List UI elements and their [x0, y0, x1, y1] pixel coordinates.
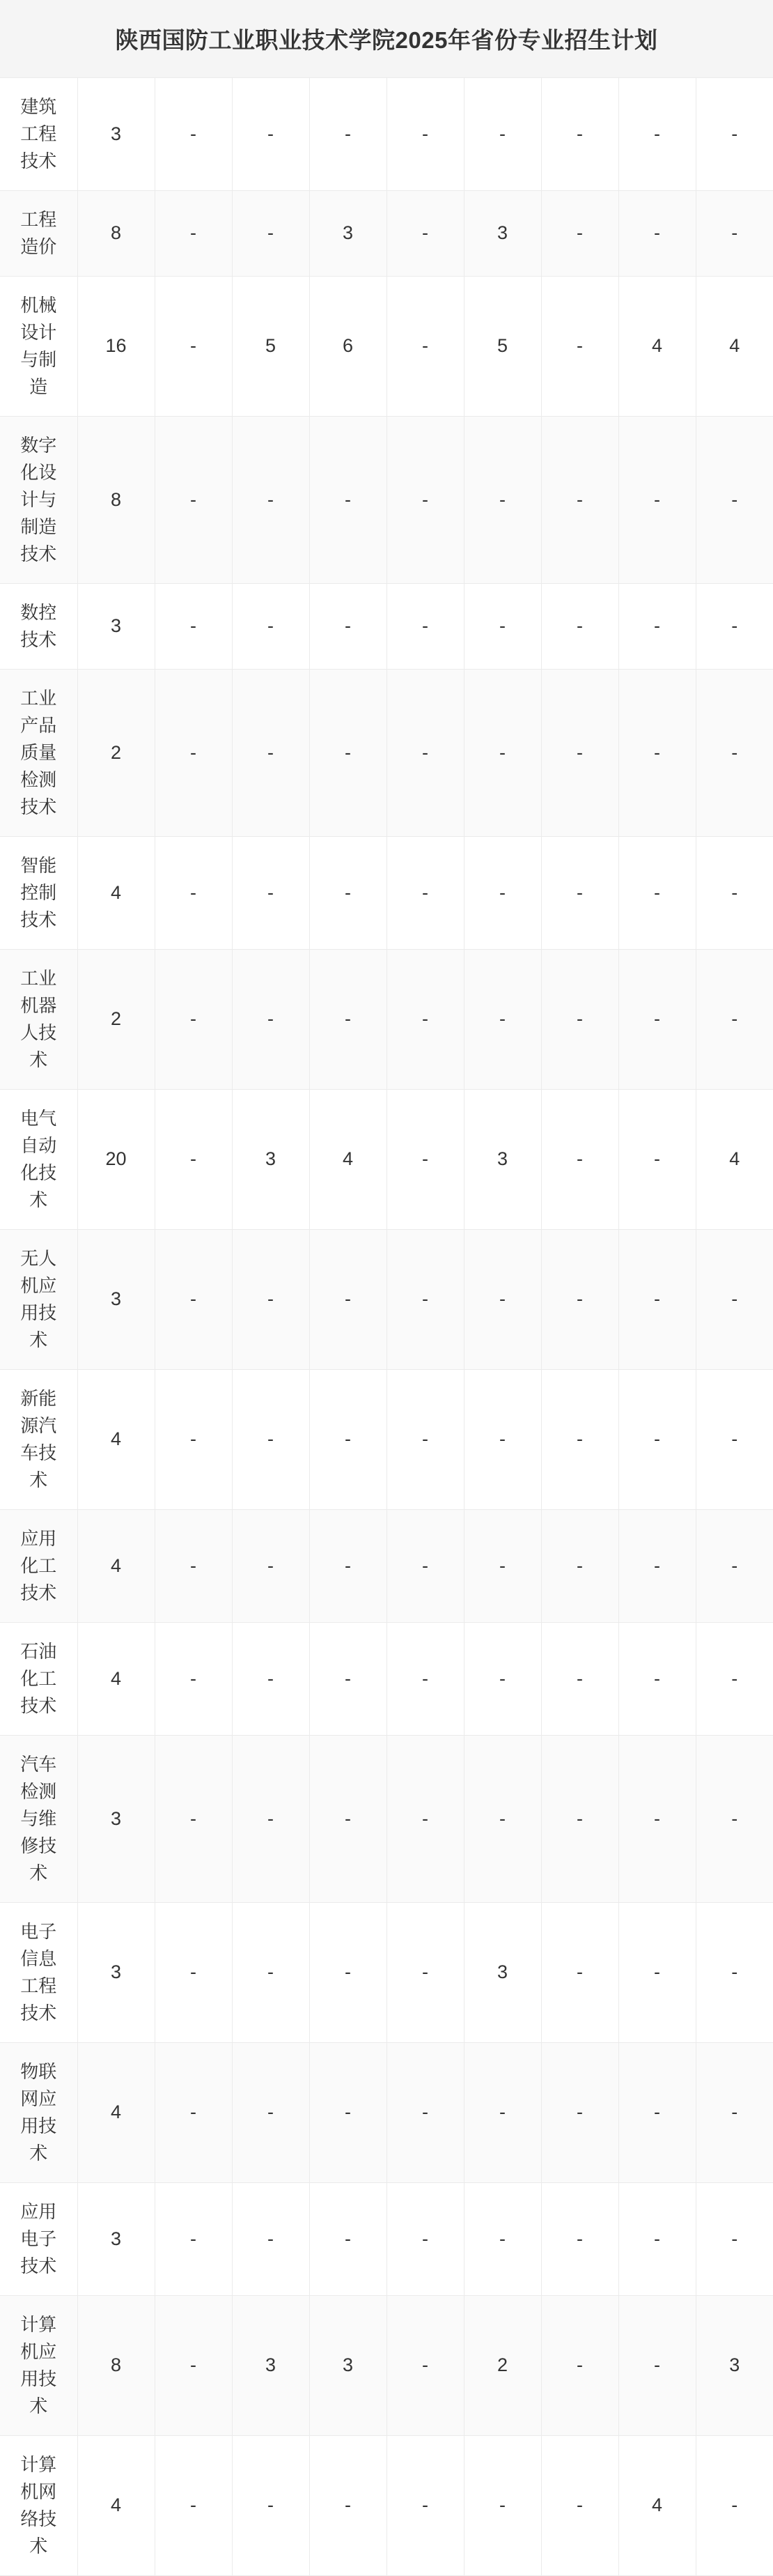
plan-count-cell: -	[309, 950, 386, 1090]
plan-count-cell: -	[696, 1623, 773, 1736]
plan-count-cell: 3	[77, 1903, 155, 2043]
table-row	[0, 191, 773, 277]
plan-count-cell: -	[232, 191, 309, 277]
plan-count-cell: -	[618, 78, 696, 191]
plan-count-cell: 3	[464, 1090, 541, 1230]
plan-count-cell: -	[309, 670, 386, 837]
plan-count-cell: -	[464, 1623, 541, 1736]
plan-count-cell: -	[232, 950, 309, 1090]
major-name-cell: 计算机应用技术	[0, 2296, 77, 2436]
plan-count-cell: -	[696, 837, 773, 950]
table-row	[0, 1090, 773, 1230]
major-name-cell: 智能控制技术	[0, 837, 77, 950]
plan-count-cell: -	[386, 2183, 464, 2296]
plan-count-cell: 2	[77, 670, 155, 837]
plan-count-cell: -	[541, 191, 618, 277]
table-row	[0, 277, 773, 417]
plan-count-cell: -	[386, 1090, 464, 1230]
plan-count-cell: -	[232, 1623, 309, 1736]
plan-count-cell: -	[696, 2183, 773, 2296]
major-name-cell: 物联网应用技术	[0, 2043, 77, 2183]
plan-count-cell: -	[618, 670, 696, 837]
plan-count-cell: 2	[464, 2296, 541, 2436]
plan-count-cell: 4	[618, 277, 696, 417]
plan-count-cell: -	[155, 78, 232, 191]
plan-count-cell: -	[464, 1230, 541, 1370]
plan-count-cell: -	[232, 584, 309, 670]
plan-count-cell: -	[618, 837, 696, 950]
plan-count-cell: -	[309, 2183, 386, 2296]
plan-count-cell: 4	[77, 1370, 155, 1510]
plan-count-cell: 8	[77, 191, 155, 277]
plan-count-cell: 4	[77, 837, 155, 950]
plan-count-cell: -	[232, 2436, 309, 2576]
plan-count-cell: 16	[77, 277, 155, 417]
plan-count-cell: 3	[464, 191, 541, 277]
plan-count-cell: -	[232, 837, 309, 950]
plan-count-cell: -	[696, 950, 773, 1090]
plan-count-cell: -	[386, 1736, 464, 1903]
plan-count-cell: -	[618, 1903, 696, 2043]
plan-count-cell: 8	[77, 417, 155, 584]
plan-count-cell: -	[541, 950, 618, 1090]
major-name-cell: 机械设计与制造	[0, 277, 77, 417]
major-name-cell: 无人机应用技术	[0, 1230, 77, 1370]
table-row	[0, 584, 773, 670]
plan-count-cell: -	[541, 2296, 618, 2436]
plan-count-cell: -	[232, 1230, 309, 1370]
plan-count-cell: 3	[77, 1230, 155, 1370]
table-row	[0, 1230, 773, 1370]
plan-count-cell: -	[309, 417, 386, 584]
plan-count-cell: 2	[77, 950, 155, 1090]
plan-count-cell: -	[541, 2436, 618, 2576]
plan-count-cell: -	[386, 1230, 464, 1370]
plan-count-cell: -	[618, 1370, 696, 1510]
plan-count-cell: -	[309, 1903, 386, 2043]
plan-count-cell: 3	[77, 1736, 155, 1903]
plan-count-cell: -	[386, 1370, 464, 1510]
plan-count-cell: -	[155, 584, 232, 670]
plan-count-cell: -	[541, 1623, 618, 1736]
plan-count-cell: -	[386, 191, 464, 277]
plan-count-cell: -	[696, 78, 773, 191]
table-row	[0, 837, 773, 950]
plan-count-cell: -	[618, 191, 696, 277]
plan-count-cell: -	[386, 950, 464, 1090]
plan-count-cell: -	[386, 837, 464, 950]
plan-count-cell: -	[464, 950, 541, 1090]
table-row	[0, 1736, 773, 1903]
plan-count-cell: -	[155, 1510, 232, 1623]
plan-count-cell: -	[464, 584, 541, 670]
table-row	[0, 950, 773, 1090]
major-name-cell: 应用化工技术	[0, 1510, 77, 1623]
plan-count-cell: -	[541, 1230, 618, 1370]
plan-count-cell: -	[155, 1230, 232, 1370]
plan-count-cell: 5	[464, 277, 541, 417]
plan-count-cell: 4	[618, 2436, 696, 2576]
plan-count-cell: -	[155, 1736, 232, 1903]
plan-count-cell: -	[155, 670, 232, 837]
major-name-cell: 数控技术	[0, 584, 77, 670]
table-row	[0, 1370, 773, 1510]
plan-count-cell: -	[155, 950, 232, 1090]
plan-count-cell: -	[696, 1736, 773, 1903]
plan-count-cell: -	[309, 584, 386, 670]
plan-count-cell: -	[541, 277, 618, 417]
plan-count-cell: 5	[232, 277, 309, 417]
plan-count-cell: -	[464, 1370, 541, 1510]
plan-count-cell: -	[464, 1510, 541, 1623]
plan-count-cell: -	[386, 417, 464, 584]
table-row	[0, 2043, 773, 2183]
plan-count-cell: -	[232, 417, 309, 584]
plan-count-cell: -	[696, 670, 773, 837]
plan-count-cell: -	[386, 584, 464, 670]
plan-count-cell: -	[618, 2296, 696, 2436]
plan-count-cell: -	[386, 2043, 464, 2183]
plan-count-cell: 20	[77, 1090, 155, 1230]
plan-count-cell: -	[541, 670, 618, 837]
plan-count-cell: 4	[696, 1090, 773, 1230]
table-row	[0, 417, 773, 584]
major-name-cell: 工业机器人技术	[0, 950, 77, 1090]
plan-count-cell: -	[309, 2043, 386, 2183]
plan-count-cell: -	[696, 1370, 773, 1510]
plan-count-cell: -	[618, 1090, 696, 1230]
plan-count-cell: -	[155, 2296, 232, 2436]
plan-count-cell: -	[155, 2043, 232, 2183]
plan-count-cell: -	[618, 1510, 696, 1623]
plan-count-cell: 4	[696, 277, 773, 417]
plan-count-cell: -	[464, 2436, 541, 2576]
plan-count-cell: -	[618, 950, 696, 1090]
major-name-cell: 新能源汽车技术	[0, 1370, 77, 1510]
table-row	[0, 2436, 773, 2576]
plan-count-cell: -	[386, 1510, 464, 1623]
plan-count-cell: -	[386, 1903, 464, 2043]
plan-count-cell: -	[464, 670, 541, 837]
plan-count-cell: -	[309, 837, 386, 950]
table-body	[0, 78, 773, 2576]
major-name-cell: 电子信息工程技术	[0, 1903, 77, 2043]
plan-count-cell: -	[696, 584, 773, 670]
plan-count-cell: -	[464, 1736, 541, 1903]
plan-count-cell: -	[309, 78, 386, 191]
plan-count-cell: -	[155, 277, 232, 417]
plan-count-cell: -	[386, 1623, 464, 1736]
plan-count-cell: -	[155, 417, 232, 584]
plan-count-cell: -	[464, 417, 541, 584]
plan-count-cell: 4	[309, 1090, 386, 1230]
plan-count-cell: -	[232, 2043, 309, 2183]
plan-count-cell: -	[155, 1370, 232, 1510]
plan-count-cell: 3	[232, 2296, 309, 2436]
plan-count-cell: 3	[232, 1090, 309, 1230]
plan-count-cell: -	[541, 584, 618, 670]
plan-count-cell: -	[618, 1230, 696, 1370]
table-row	[0, 1510, 773, 1623]
table-row	[0, 1623, 773, 1736]
plan-count-cell: -	[618, 2183, 696, 2296]
plan-count-cell: -	[618, 417, 696, 584]
plan-count-cell: -	[155, 1903, 232, 2043]
plan-count-cell: -	[696, 1510, 773, 1623]
plan-count-cell: -	[618, 584, 696, 670]
plan-count-cell: -	[541, 837, 618, 950]
plan-count-cell: -	[541, 78, 618, 191]
plan-count-cell: 3	[77, 2183, 155, 2296]
plan-count-cell: 4	[77, 2436, 155, 2576]
major-name-cell: 应用电子技术	[0, 2183, 77, 2296]
plan-count-cell: -	[386, 78, 464, 191]
plan-count-cell: -	[386, 2436, 464, 2576]
plan-count-cell: -	[464, 2183, 541, 2296]
plan-count-cell: -	[541, 1090, 618, 1230]
plan-count-cell: 4	[77, 1510, 155, 1623]
plan-count-cell: -	[309, 1736, 386, 1903]
plan-count-cell: -	[541, 2043, 618, 2183]
plan-count-cell: -	[155, 837, 232, 950]
major-name-cell: 数字化设计与制造技术	[0, 417, 77, 584]
plan-count-cell: -	[232, 1736, 309, 1903]
plan-count-cell: -	[696, 191, 773, 277]
plan-count-cell: -	[618, 2043, 696, 2183]
plan-count-cell: -	[696, 1230, 773, 1370]
major-name-cell: 建筑工程技术	[0, 78, 77, 191]
plan-count-cell: -	[155, 191, 232, 277]
plan-count-cell: 3	[309, 191, 386, 277]
plan-count-cell: -	[155, 1623, 232, 1736]
plan-count-cell: 4	[77, 2043, 155, 2183]
table-row	[0, 670, 773, 837]
plan-count-cell: -	[309, 1623, 386, 1736]
plan-count-cell: -	[232, 1370, 309, 1510]
plan-count-cell: -	[155, 2436, 232, 2576]
plan-count-cell: -	[309, 1230, 386, 1370]
table-title-row	[0, 0, 773, 78]
plan-count-cell: -	[232, 78, 309, 191]
major-name-cell: 汽车检测与维修技术	[0, 1736, 77, 1903]
plan-count-cell: -	[155, 2183, 232, 2296]
major-name-cell: 计算机网络技术	[0, 2436, 77, 2576]
table-header	[0, 0, 773, 78]
plan-count-cell: -	[232, 670, 309, 837]
table-row	[0, 78, 773, 191]
plan-count-cell: -	[386, 2296, 464, 2436]
plan-count-cell: -	[618, 1623, 696, 1736]
plan-count-cell: 4	[77, 1623, 155, 1736]
table-row	[0, 2296, 773, 2436]
plan-count-cell: 3	[309, 2296, 386, 2436]
plan-count-cell: -	[541, 1370, 618, 1510]
plan-count-cell: -	[464, 2043, 541, 2183]
plan-count-cell: -	[464, 837, 541, 950]
plan-count-cell: 3	[464, 1903, 541, 2043]
plan-count-cell: -	[696, 417, 773, 584]
plan-count-cell: -	[541, 1903, 618, 2043]
plan-count-cell: -	[309, 2436, 386, 2576]
table-row	[0, 1903, 773, 2043]
major-name-cell: 工程造价	[0, 191, 77, 277]
plan-count-cell: -	[386, 670, 464, 837]
plan-count-cell: -	[541, 1510, 618, 1623]
plan-count-cell: 3	[77, 78, 155, 191]
plan-count-cell: -	[309, 1510, 386, 1623]
major-name-cell: 石油化工技术	[0, 1623, 77, 1736]
plan-count-cell: -	[541, 2183, 618, 2296]
plan-count-cell: -	[232, 2183, 309, 2296]
page-title: 陕西国防工业职业技术学院2025年省份专业招生计划	[0, 0, 773, 78]
plan-count-cell: 3	[696, 2296, 773, 2436]
plan-count-cell: -	[155, 1090, 232, 1230]
table-row	[0, 2183, 773, 2296]
plan-count-cell: -	[696, 2043, 773, 2183]
plan-count-cell: -	[696, 1903, 773, 2043]
plan-count-cell: -	[541, 417, 618, 584]
plan-count-cell: -	[232, 1510, 309, 1623]
plan-count-cell: -	[232, 1903, 309, 2043]
plan-count-cell: -	[618, 1736, 696, 1903]
plan-count-cell: -	[309, 1370, 386, 1510]
plan-count-cell: -	[541, 1736, 618, 1903]
major-name-cell: 工业产品质量检测技术	[0, 670, 77, 837]
plan-count-cell: 6	[309, 277, 386, 417]
major-name-cell: 电气自动化技术	[0, 1090, 77, 1230]
plan-count-cell: 3	[77, 584, 155, 670]
plan-count-cell: 8	[77, 2296, 155, 2436]
plan-count-cell: -	[696, 2436, 773, 2576]
plan-count-cell: -	[386, 277, 464, 417]
plan-count-cell: -	[464, 78, 541, 191]
